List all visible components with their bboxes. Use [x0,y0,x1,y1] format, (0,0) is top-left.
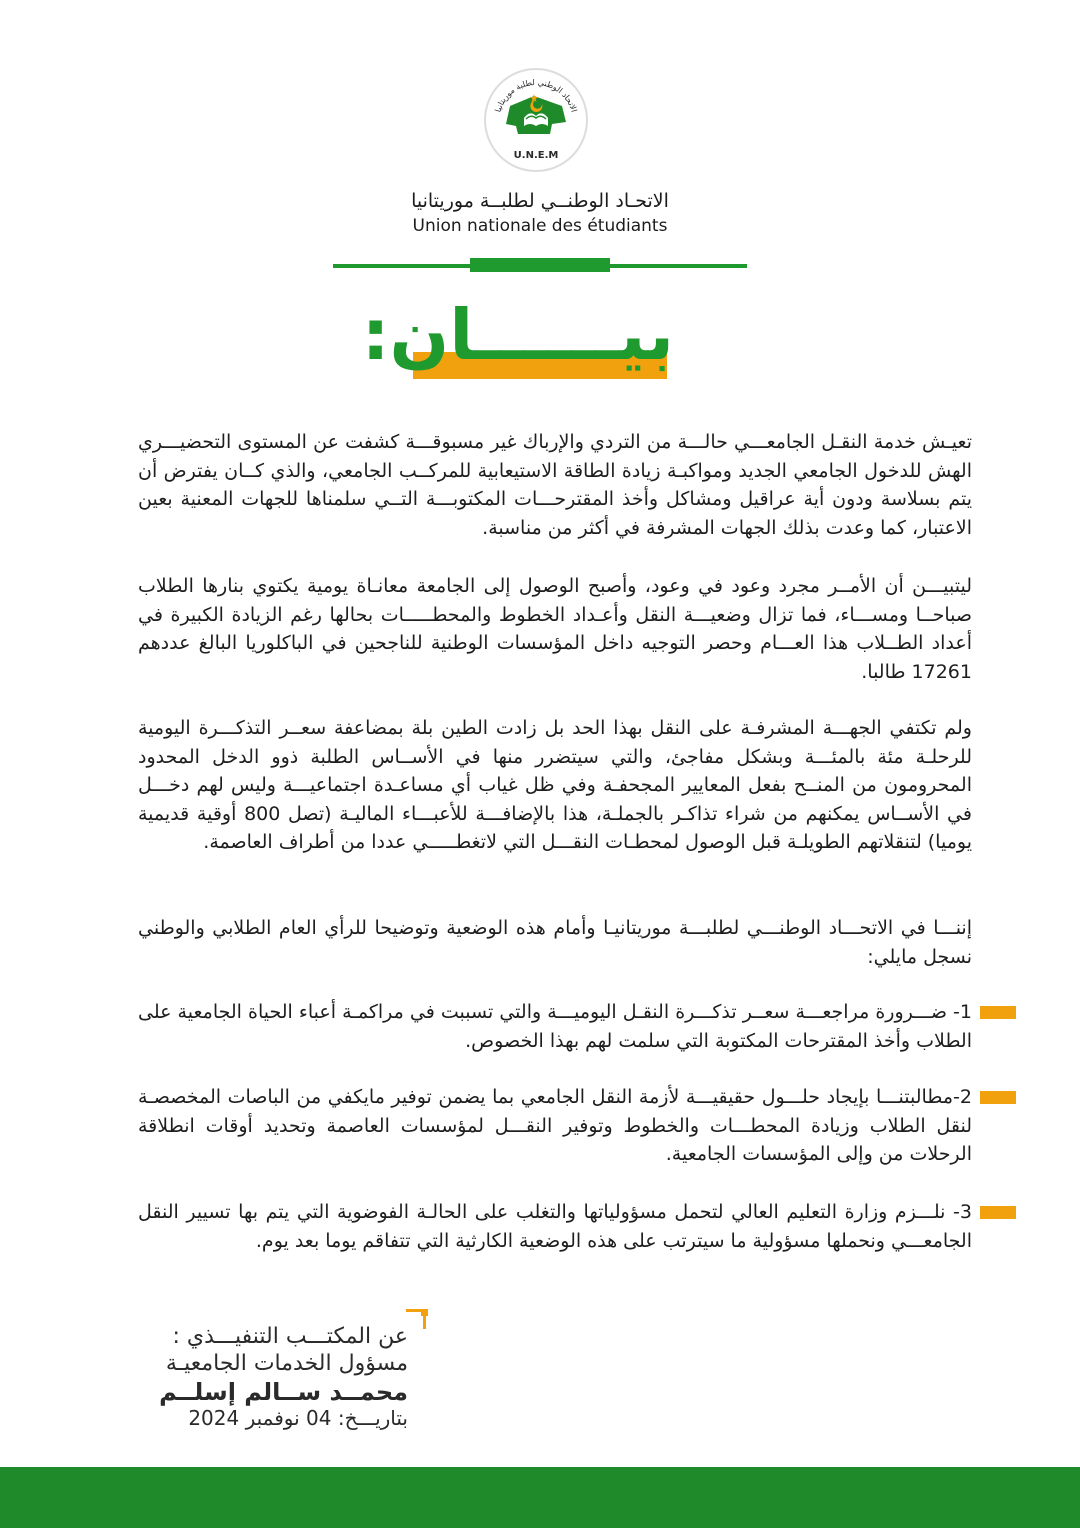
signature-corner-dot [421,1309,428,1316]
paragraph-1: تعيـش خدمة النقـل الجامعـــي حالـــة من التردي والإرباك غير مسبوقـــة كشفت عن المستوى التحضيـــري الهش للدخول الجامعي الجديد ومواكبـة زيادة الطاقة الاستيعابية للمركــب الجامعي، والذي كــان يفترض أن يتم بسلاسة ودون أية عراقيل ومشاكل وأخذ المقترحـــات المكتوبـــة التــي سلمناها للجهات المعنية بعين الاعتبار، كما وعدت بذلك الجهات المشرفة في أكثر من مناسبة. [138,431,972,539]
logo-abbreviation: U.N.E.M [513,150,559,161]
demand-item-3: 3- نلـــزم وزارة التعليم العالي لتحمل مسؤولياتها والتغلب على الحالـة الفوضوية التي يتم بها تسيير النقل الجامعـــي ونحملها مسؤولية ما سيترتب على هذه الوضعية الكارثية التي تتفاقم يوما بعد يوم. [138,1201,972,1252]
footer-bar [0,1467,1080,1528]
demand-item-2: 2-مطالبتنـــا بإيجاد حلـــول حقيقيـــة لأزمة النقل الجامعي بما يضمن توفير مايكفي من الباصات المخصصـة لنقل الطلاب وزيادة المحطـــات والخطوط وتوفير النقـــل لمؤسسات العاصمة وتحديد أوقات انطلاقة الرحلات من وإلى المؤسسات الجامعية. [138,1086,972,1166]
header-divider-block [470,258,610,272]
signature-position: مسؤول الخدمات الجامعيـة [165,1351,408,1376]
paragraph-2: ليتبيـــن أن الأمــر مجرد وعود في وعود، وأصبح الوصول إلى الجامعة معانـاة يومية يكتوي بنارها الطلاب صباحــا ومســـاء، فما تزال وضعيـــة النقل وأعـداد الخطوط والمحطـــــات بحالها رغم الزيادة الكبيرة في أعداد الطــلاب هذا العـــام وحصر التوجيه داخل المؤسسات الوطنية للناجحين في الباكلوريا البالغ عددهم 17261 طالبا. [138,575,972,683]
demand-item-1: 1- ضـــرورة مراجعـــة سعــر تذكـــرة النقـل اليوميـــة والتي تسببت في مراكمـة أعباء الحياة الجامعية على الطلاب وأخذ المقترحات المكتوبة التي سلمت لهم بهذا الخصوص. [138,1001,972,1052]
logo-ring-text: الاتحاد الوطني لطلبة موريتانيا [493,77,579,114]
statement-title: بيــــــان: [361,294,674,376]
signature-date: بتاريـــخ: 04 نوفمبر 2024 [188,1406,408,1430]
demand-bullet [980,1006,1016,1019]
demand-bullet [980,1206,1016,1219]
signature-office: عن المكتـــب التنفيـــذي : [172,1324,408,1349]
demand-bullet [980,1091,1016,1104]
organization-name-french: Union nationale des étudiants [412,216,668,236]
organization-logo-icon [482,66,590,174]
signature-name: محمــد ســالم إسلــم [159,1378,408,1406]
paragraph-3: ولم تكتفي الجهـــة المشرفـة على النقل بهذا الحد بل زادت الطين بلة بمضاعفة سعــر التذكـــرة اليومية للرحلـة مئة بالمئـــة وبشكل مفاجئ، والتي سيتضرر منها في الأســاس الطلبة ذوو الدخل المحدود المحرومون من المنــح بفعل المعايير المجحفـة وفي ظل غياب أي مساعـدة اجتماعيـــة وليس لهم دخـــل في الأســاس يمكنهم من شراء تذاكـر بالجملـة، هذا بالإضافـــة للأعبـــاء الماليـة (تصل 800 أوقية قديمية يوميا) لتنقلاتهم الطويلـة قبل الوصول لمحطـات النقـــل التي لاتغطـــــي عددا من أطراف العاصمة. [138,717,972,854]
paragraph-4: إننـــا في الاتحـــاد الوطنـــي لطلبـــة موريتانيـا وأمام هذه الوضعية وتوضيحا للرأي العام الطلابي والوطني نسجل مايلي: [138,917,972,968]
organization-name-arabic: الاتحـاد الوطنــي لطلبــة موريتانيا [411,190,669,212]
